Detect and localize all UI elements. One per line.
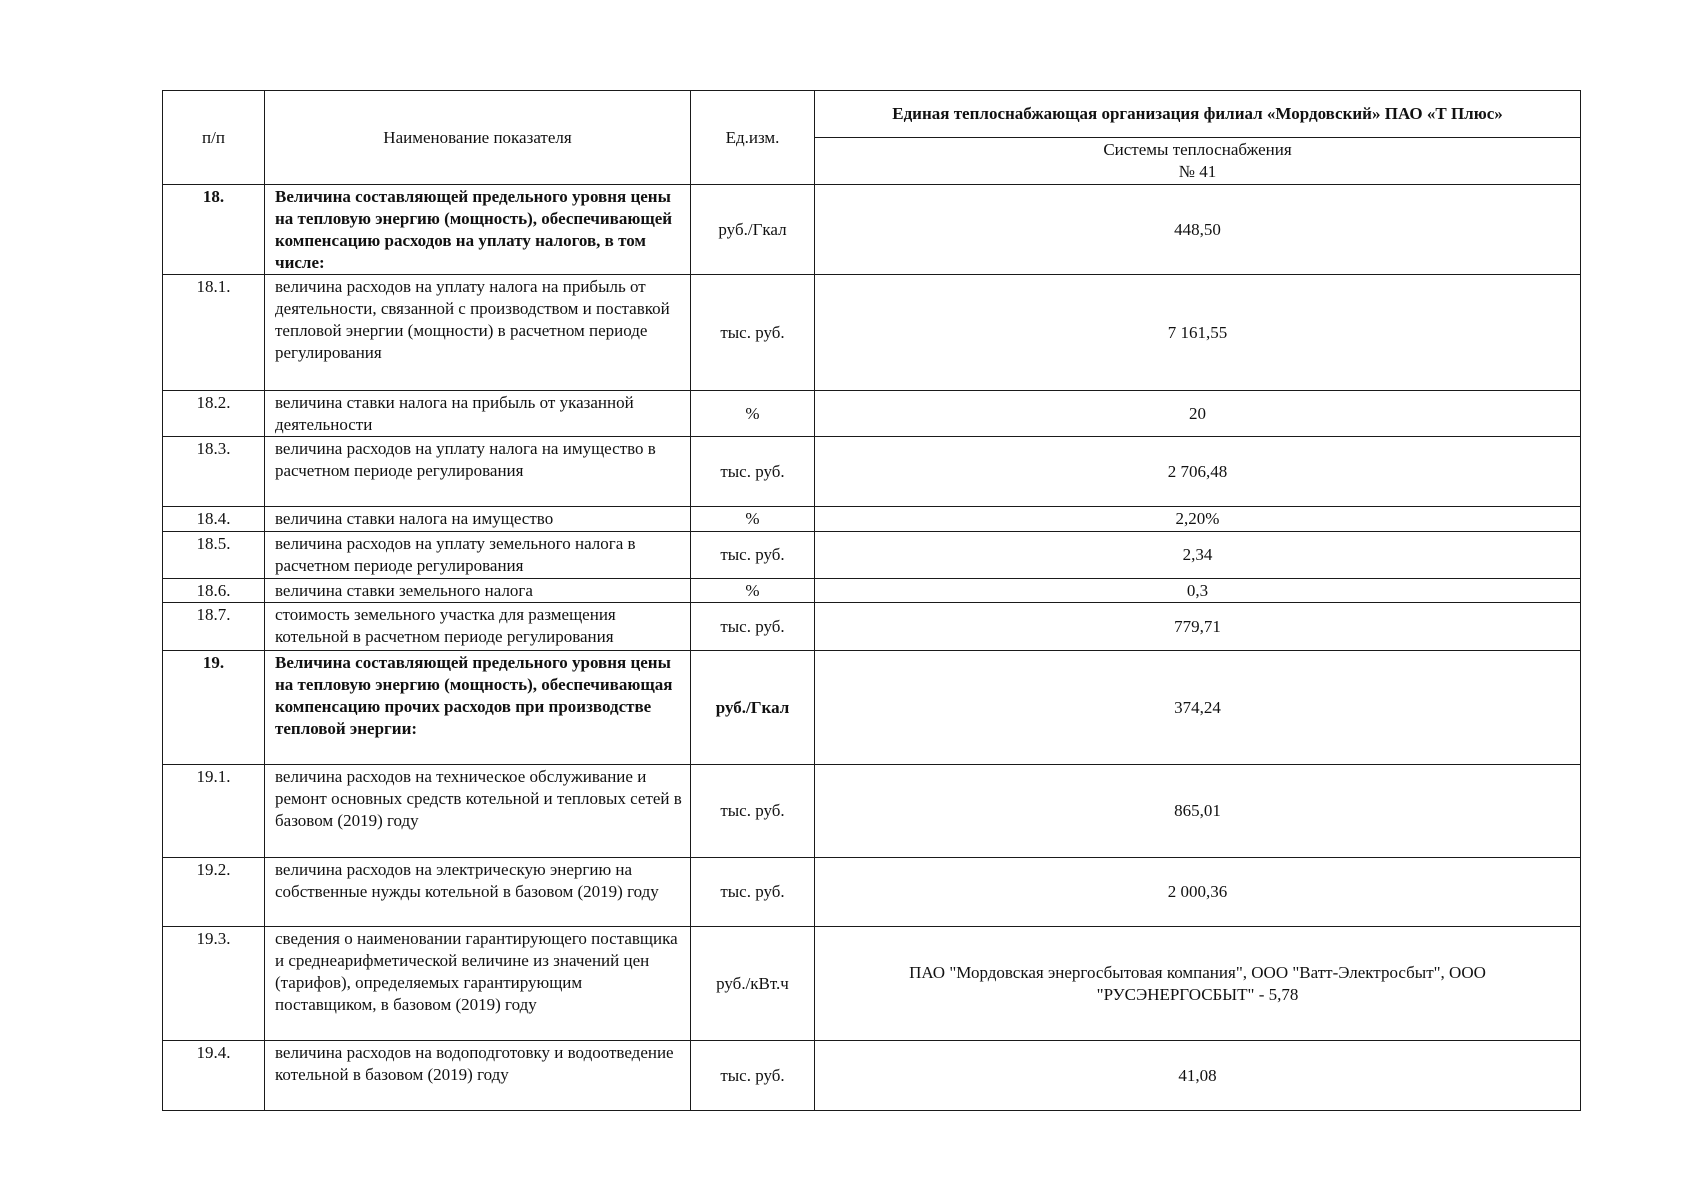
- table-row: [163, 858, 1581, 927]
- table-row: [163, 579, 1581, 603]
- row-num: 19.: [163, 651, 265, 765]
- row-num: 18.7.: [163, 603, 265, 651]
- row-unit: тыс. руб.: [691, 275, 815, 391]
- row-value: 779,71: [815, 603, 1581, 651]
- header-organization: Единая теплоснабжающая организация филиал «Мордовский» ПАО «Т Плюс»: [815, 91, 1581, 138]
- row-num: 18.1.: [163, 275, 265, 391]
- row-name: величина ставки налога на прибыль от указанной деятельности: [265, 391, 691, 437]
- table-row: [163, 437, 1581, 507]
- row-value: 374,24: [815, 651, 1581, 765]
- row-value: 448,50: [815, 185, 1581, 275]
- row-name: Величина составляющей предельного уровня цены на тепловую энергию (мощность), обеспечивающая компенсацию прочих расходов при производстве тепловой энергии:: [265, 651, 691, 765]
- row-unit: %: [691, 507, 815, 532]
- row-num: 19.2.: [163, 858, 265, 927]
- row-num: 18.: [163, 185, 265, 275]
- row-name: величина расходов на уплату земельного налога в расчетном периоде регулирования: [265, 532, 691, 579]
- row-num: 18.5.: [163, 532, 265, 579]
- header-unit: Ед.изм.: [691, 91, 815, 185]
- row-num: 19.1.: [163, 765, 265, 858]
- row-value: 2,20%: [815, 507, 1581, 532]
- row-name: величина расходов на водоподготовку и водоотведение котельной в базовом (2019) году: [265, 1041, 691, 1111]
- row-value: 2 000,36: [815, 858, 1581, 927]
- row-name: величина расходов на техническое обслуживание и ремонт основных средств котельной и тепловых сетей в базовом (2019) году: [265, 765, 691, 858]
- row-name: сведения о наименовании гарантирующего поставщика и среднеарифметической величине из значений цен (тарифов), определяемых гарантирующим поставщиком, в базовом (2019) году: [265, 927, 691, 1041]
- row-name: величина расходов на уплату налога на прибыль от деятельности, связанной с производством и поставкой тепловой энергии (мощности) в расчетном периоде регулирования: [265, 275, 691, 391]
- table-row: [163, 765, 1581, 858]
- header-systems: [815, 138, 1581, 185]
- row-unit: тыс. руб.: [691, 858, 815, 927]
- table-row: [163, 507, 1581, 532]
- row-unit: %: [691, 579, 815, 603]
- header-num: п/п: [163, 91, 265, 185]
- row-value: 2 706,48: [815, 437, 1581, 507]
- row-unit: тыс. руб.: [691, 532, 815, 579]
- row-unit: руб./кВт.ч: [691, 927, 815, 1041]
- header-row: [163, 91, 1581, 138]
- table-row: [163, 927, 1581, 1041]
- row-unit: %: [691, 391, 815, 437]
- row-num: 18.6.: [163, 579, 265, 603]
- row-unit: руб./Гкал: [691, 651, 815, 765]
- table-row: [163, 391, 1581, 437]
- row-value: 20: [815, 391, 1581, 437]
- table-row: [163, 185, 1581, 275]
- tariff-table: [162, 90, 1581, 1111]
- row-num: 18.4.: [163, 507, 265, 532]
- row-value: 0,3: [815, 579, 1581, 603]
- row-unit: тыс. руб.: [691, 765, 815, 858]
- table-row: [163, 275, 1581, 391]
- row-value: 865,01: [815, 765, 1581, 858]
- header-systems-line2: № 41: [1178, 162, 1217, 181]
- document-page: [162, 90, 1580, 1111]
- row-num: 19.4.: [163, 1041, 265, 1111]
- header-name: Наименование показателя: [265, 91, 691, 185]
- row-num: 18.2.: [163, 391, 265, 437]
- row-name: величина ставки земельного налога: [265, 579, 691, 603]
- table-row: [163, 651, 1581, 765]
- row-num: 19.3.: [163, 927, 265, 1041]
- row-unit: тыс. руб.: [691, 437, 815, 507]
- row-unit: тыс. руб.: [691, 603, 815, 651]
- header-systems-line1: Системы теплоснабжения: [1103, 140, 1292, 159]
- row-unit: руб./Гкал: [691, 185, 815, 275]
- row-value: 2,34: [815, 532, 1581, 579]
- row-value: ПАО "Мордовская энергосбытовая компания", ООО "Ватт-Электросбыт", ООО "РУСЭНЕРГОСБЫТ" - 5,78: [815, 927, 1581, 1041]
- row-name: стоимость земельного участка для размещения котельной в расчетном периоде регулирования: [265, 603, 691, 651]
- row-unit: тыс. руб.: [691, 1041, 815, 1111]
- table-row: [163, 1041, 1581, 1111]
- row-name: Величина составляющей предельного уровня цены на тепловую энергию (мощность), обеспечивающей компенсацию расходов на уплату налогов, в том числе:: [265, 185, 691, 275]
- row-value: 41,08: [815, 1041, 1581, 1111]
- row-value: 7 161,55: [815, 275, 1581, 391]
- row-num: 18.3.: [163, 437, 265, 507]
- row-name: величина расходов на уплату налога на имущество в расчетном периоде регулирования: [265, 437, 691, 507]
- row-name: величина ставки налога на имущество: [265, 507, 691, 532]
- table-row: [163, 603, 1581, 651]
- table-row: [163, 532, 1581, 579]
- row-name: величина расходов на электрическую энергию на собственные нужды котельной в базовом (2019) году: [265, 858, 691, 927]
